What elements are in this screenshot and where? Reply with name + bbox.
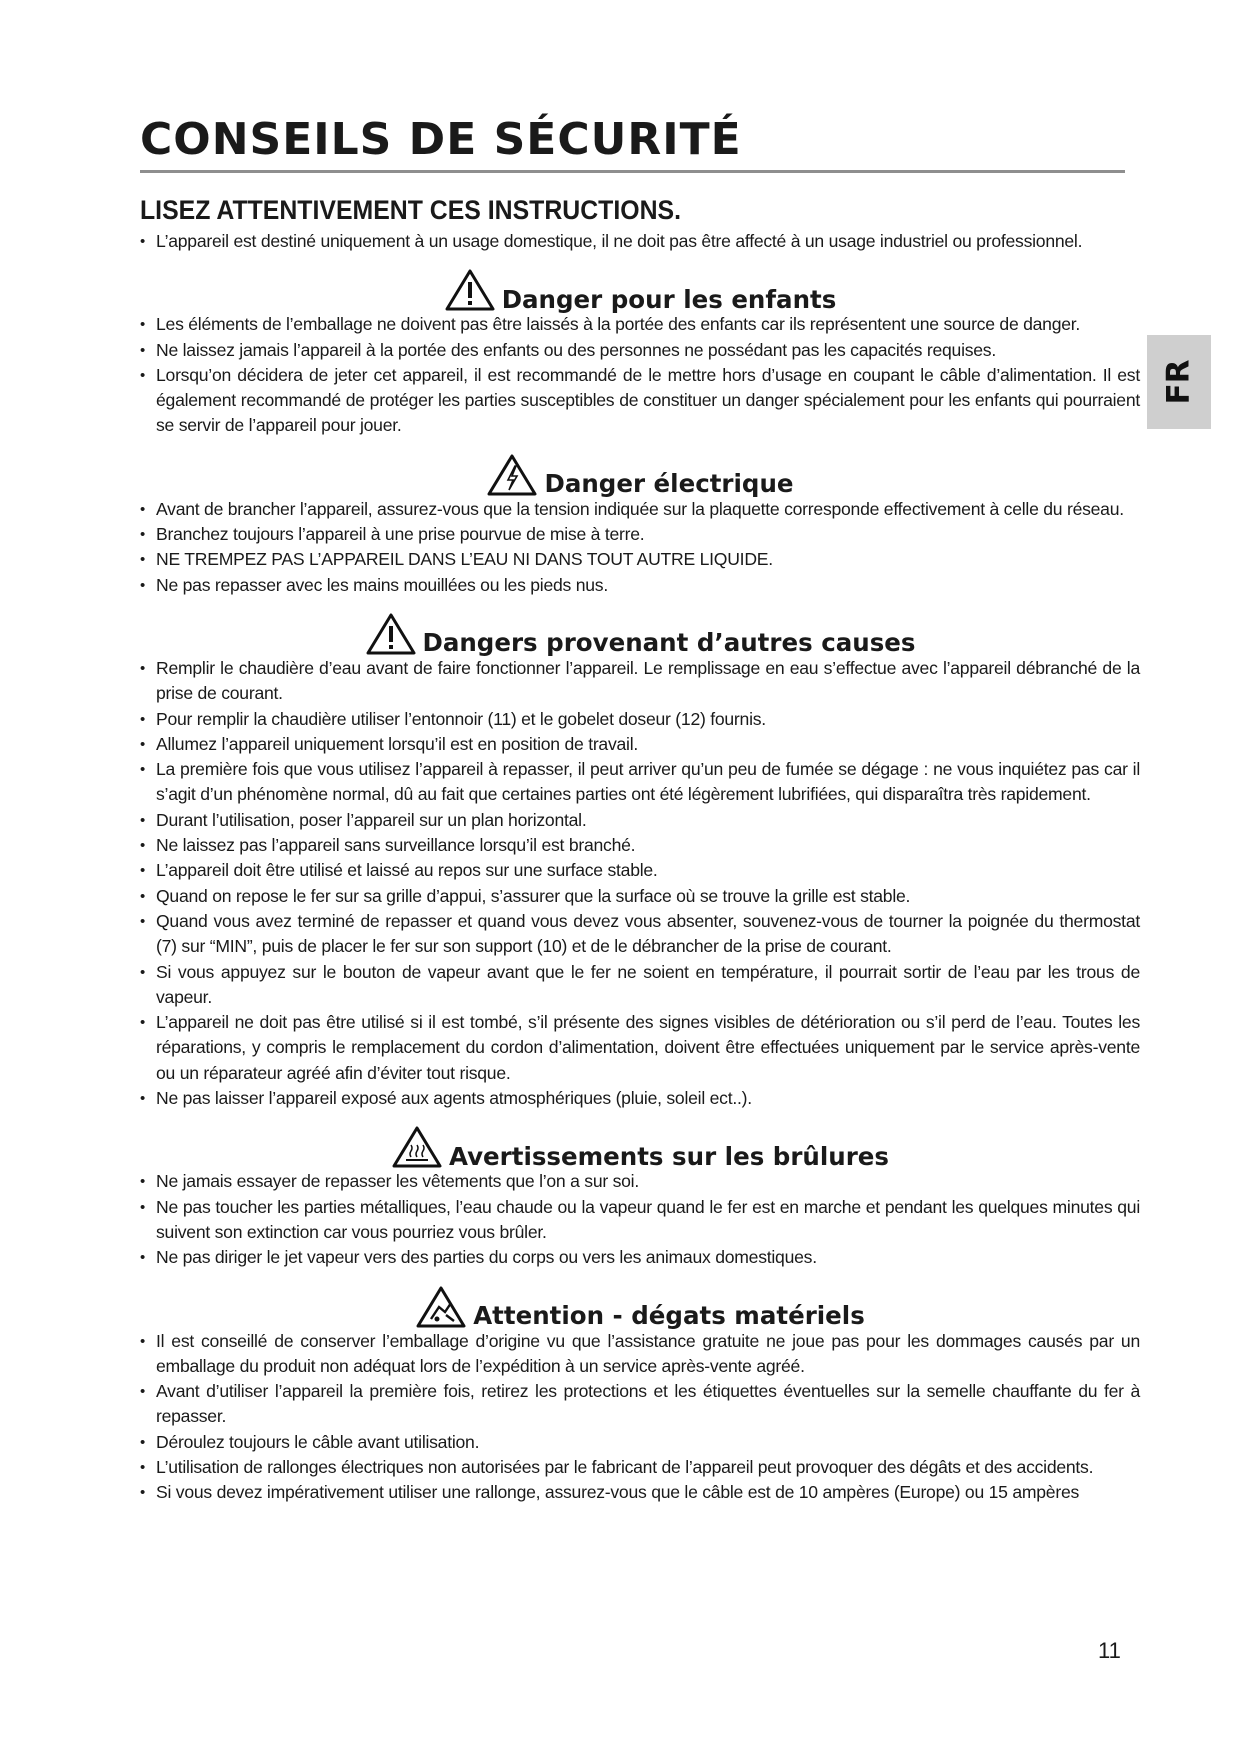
page-number: 11 [1098,1638,1121,1663]
material-damage-warning-icon [415,1285,467,1329]
list-item: • Durant l’utilisation, poser l’appareil sur un plan horizontal. [140,808,1140,833]
section-heading-children [140,268,1140,312]
list-item: • Il est conseillé de conserver l’emballage d’origine vu que l’assistance gratuite ne joue pas pour les dommages causés par un emballage du produit non adéquat lors de l’expédition à un service après-vente agréé. [140,1329,1140,1380]
language-label: FR [1160,359,1197,405]
list-item: • Ne laissez pas l’appareil sans surveillance lorsqu’il est branché. [140,833,1140,858]
list-item: • Allumez l’appareil uniquement lorsqu’il est en position de travail. [140,732,1140,757]
section-heading-other-causes [140,612,1140,656]
section-list [140,1169,1140,1270]
list-item: • Si vous devez impérativement utiliser une rallonge, assurez-vous que le câble est de 10 ampères (Europe) ou 15 ampères [140,1480,1140,1505]
section-title: Dangers provenant d’autres causes [422,628,916,658]
list-item: • Déroulez toujours le câble avant utilisation. [140,1430,1140,1455]
section-heading-material-damage [140,1285,1140,1329]
section-title: Danger pour les enfants [501,284,837,314]
section-list [140,312,1140,438]
list-item: • L’appareil est destiné uniquement à un usage domestique, il ne doit pas être affecté à un usage industriel ou professionnel. [140,229,1140,254]
list-item: • Les éléments de l’emballage ne doivent pas être laissés à la portée des enfants car ils représentent une source de danger. [140,312,1140,337]
list-item: • Ne pas diriger le jet vapeur vers des parties du corps ou vers les animaux domestiques. [140,1245,1140,1270]
list-item: • L’appareil doit être utilisé et laissé au repos sur une surface stable. [140,858,1140,883]
document-body [140,114,1140,1506]
section-list [140,497,1140,598]
hot-surface-warning-icon [391,1125,443,1169]
list-item: • Avant d’utiliser l’appareil la première fois, retirez les protections et les étiquettes éventuelles sur la semelle chauffante du fer à repasser. [140,1379,1140,1430]
instructions-subtitle: LISEZ ATTENTIVEMENT CES INSTRUCTIONS. [140,195,681,225]
section-heading-burns [140,1125,1140,1169]
list-item: • Pour remplir la chaudière utiliser l’entonnoir (11) et le gobelet doseur (12) fournis. [140,707,1140,732]
list-item: • Quand on repose le fer sur sa grille d’appui, s’assurer que la surface où se trouve la grille est stable. [140,884,1140,909]
list-item: • L’appareil ne doit pas être utilisé si il est tombé, s’il présente des signes visibles de détérioration ou s’il perd de l’eau. Toutes les réparations, y compris le remplacement du cordon d’alimentation, doivent être effectuées uniquement par le service après-vente ou un réparateur agréé afin d’éviter tout risque. [140,1010,1140,1086]
list-item: • Ne laissez jamais l’appareil à la portée des enfants ou des personnes ne possédant pas les capacités requises. [140,338,1140,363]
section-list [140,656,1140,1111]
warning-triangle-icon [365,612,417,656]
list-item: • Quand vous avez terminé de repasser et quand vous devez vous absenter, souvenez-vous de tourner la poignée du thermostat (7) sur “MIN”, puis de placer le fer sur son support (10) et de le débrancher de la prise de courant. [140,909,1140,960]
section-title: Attention - dégats matériels [473,1301,865,1330]
section-title: Danger électrique [544,469,794,499]
list-item: • L’utilisation de rallonges électriques non autorisées par le fabricant de l’appareil peut provoquer des dégâts et des accidents. [140,1455,1140,1480]
list-item: • NE TREMPEZ PAS L’APPAREIL DANS L’EAU NI DANS TOUT AUTRE LIQUIDE. [140,547,1140,572]
list-item: • Avant de brancher l’appareil, assurez-vous que la tension indiquée sur la plaquette corresponde effectivement à celle du réseau. [140,497,1140,522]
section-title: Avertissements sur les brûlures [448,1141,889,1171]
list-item: • Remplir le chaudière d’eau avant de faire fonctionner l’appareil. Le remplissage en eau s’effectue avec l’appareil débranché de la prise de courant. [140,656,1140,707]
electric-warning-icon [486,453,538,497]
list-item: • Ne pas repasser avec les mains mouillées ou les pieds nus. [140,573,1140,598]
list-item: • La première fois que vous utilisez l’appareil à repasser, il peut arriver qu’un peu de fumée se dégage : ne vous inquiétez pas car il s’agit d’un phénomène normal, dû au fait que certaines parties ont été légèrement lubrifiées, qui disparaîtra très rapidement. [140,757,1140,808]
page-title: CONSEILS DE SÉCURITÉ [140,118,1125,173]
language-tab [1147,335,1211,429]
list-item: • Si vous appuyez sur le bouton de vapeur avant que le fer ne soient en température, il pourrait sortir de l’eau par les trous de vapeur. [140,960,1140,1011]
list-item: • Ne jamais essayer de repasser les vêtements que l’on a sur soi. [140,1169,1140,1194]
list-item: • Ne pas toucher les parties métalliques, l’eau chaude ou la vapeur quand le fer est en marche et pendant les quelques minutes qui suivent son extinction car vous pourriez vous brûler. [140,1195,1140,1246]
intro-list [140,229,1140,254]
section-heading-electric [140,453,1140,497]
list-item: • Lorsqu’on décidera de jeter cet appareil, il est recommandé de le mettre hors d’usage en coupant le câble d’alimentation. Il est également recommandé de protéger les parties susceptibles de constituer un danger spécialement pour les enfants qui pourraient se servir de l’appareil pour jouer. [140,363,1140,439]
section-list [140,1329,1140,1506]
list-item: • Branchez toujours l’appareil à une prise pourvue de mise à terre. [140,522,1140,547]
list-item: • Ne pas laisser l’appareil exposé aux agents atmosphériques (pluie, soleil ect..). [140,1086,1140,1111]
warning-triangle-icon [444,268,496,312]
